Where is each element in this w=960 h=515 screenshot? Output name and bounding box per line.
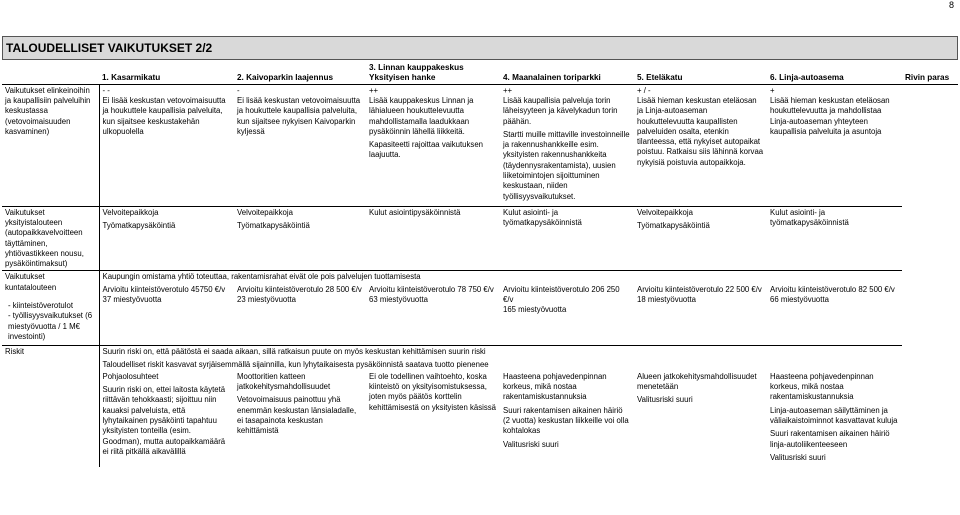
cell-paragraph: Suurin riski on, ettei laitosta käytetä riittävän tehokkaasti; sijoittuu niin kauaksi palveluista, että lyhytaikainen pysäköinti tapahtuu yksityisten tonteilla (esim. Goodman), mutta autopaikkamäärä ei riitä pitkällä aikavälillä (102, 385, 226, 456)
cell-text (503, 96, 631, 202)
table-cell (634, 84, 767, 206)
rating: - - (102, 85, 110, 95)
table-cell (99, 84, 234, 206)
header-row (2, 62, 958, 84)
tax-value: Arvioitu kiinteistöverotulo 22 500 €/v (637, 284, 762, 294)
header-cell: 1. Kasarmikatu (99, 62, 234, 84)
table-cell (99, 371, 234, 467)
table-cell (902, 359, 958, 371)
cell-paragraph: Linja-autoaseman säilyttäminen ja väliaikaistoiminnot kasvattavat kuluja (770, 405, 898, 425)
tax-value: Arvioitu kiinteistöverotulo 82 500 €/v (770, 284, 895, 294)
table-cell (366, 206, 500, 271)
table-cell (234, 371, 366, 467)
cell-text (369, 96, 497, 161)
cell-paragraph: Kulut asiointi- ja työmatkapysäköinnistä (770, 207, 849, 228)
table-cell (366, 371, 500, 467)
table-cell (767, 206, 902, 271)
cell-paragraph: Ei lisää keskustan vetovoimaisuutta ja houkuttele kaupallisia palveluita, kun sijaitsee nykyisen Kaivoparkin kyljessä (237, 95, 361, 136)
table-cell (500, 84, 634, 206)
impact-table (2, 62, 958, 467)
table-cell (366, 284, 500, 346)
tax-value: Arvioitu kiinteistöverotulo 206 250 €/v (503, 284, 620, 305)
cell-text (237, 96, 363, 137)
cell-paragraph: Ei ole todellinen vaihtoehto, koska kiinteistö on yksityisomistuksessa, joten myös päätös korttelin kehittämisestä on yksityisten käsissä (369, 371, 496, 412)
cell-paragraph: Pohjaolosuhteet (102, 371, 159, 381)
table-cell (767, 84, 902, 206)
jobs-value: 23 miestyövuotta (237, 295, 296, 305)
cell-paragraph: Velvoitepaikkoja (102, 207, 159, 217)
cell-paragraph: Valitusriski suuri (503, 439, 559, 449)
jobs-value: 18 miestyövuotta (637, 295, 696, 305)
cell-text (103, 96, 232, 137)
tax-value: Arvioitu kiinteistöverotulo 45750 €/v (102, 284, 226, 294)
cell-paragraph: Moottoritien katteen jatkokehitysmahdollisuudet (237, 371, 331, 392)
table-row (2, 359, 958, 371)
rating: + / - (637, 85, 651, 95)
table-cell (500, 371, 634, 467)
table-row (2, 284, 958, 346)
table-row (2, 271, 958, 284)
cell-paragraph: Lisää hieman keskustan eteläosan houkuttelevuutta ja mahdollistaa Linja-autoaseman yhteyteen kaupallisia palveluita ja asuntoja (770, 95, 890, 136)
jobs-value: 37 miestyövuotta (102, 295, 162, 305)
header-cell: 2. Kaivoparkin laajennus (234, 62, 366, 84)
cell-paragraph: Lisää kaupallisia palveluja torin läheisyyteen ja kävelykadun torin päähän. (503, 95, 618, 126)
header-cell: 3. Linnan kauppakeskus Yksityisen hanke (366, 62, 500, 84)
row-label: Vaikutukset elinkeinoihin ja kaupallisiin palveluihin keskustassa (vetovoimaisuuden kasvaminen) (2, 84, 99, 206)
table-cell (99, 284, 234, 346)
table-cell (902, 371, 958, 467)
rating: + (770, 85, 775, 95)
common-cell: Suurin riski on, että päätöstä ei saada aikaan, sillä ratkaisun puute on myös keskustan kehittämisen suurin riski (99, 346, 902, 359)
row-label-bullet: - kiinteistöverotulot (8, 301, 74, 311)
table-cell (902, 346, 958, 359)
page-title: TALOUDELLISET VAIKUTUKSET 2/2 (2, 36, 958, 60)
header-cell: Rivin paras (902, 62, 958, 84)
table-cell (500, 206, 634, 271)
table-cell (902, 271, 958, 284)
row-label: Riskit (2, 346, 99, 467)
table-row (2, 371, 958, 467)
table-cell (902, 206, 958, 271)
cell-paragraph: Kulut asiointi- ja työmatkapysäköinnistä (503, 207, 582, 228)
cell-paragraph: Valitusriski suuri (770, 452, 826, 462)
table-cell (234, 206, 366, 271)
table-cell (634, 206, 767, 271)
cell-paragraph: Suuri rakentamisen aikainen häiriö linja-autoliikenteeseen (770, 429, 890, 449)
table-row (2, 206, 958, 271)
row-label: Vaikutukset yksityistalouteen (autopaikkavelvoitteen täyttäminen, yhtiövastikkeen nousu, pysäköintimaksut) (2, 206, 99, 271)
table-cell (366, 84, 500, 206)
cell-paragraph: Vetovoimaisuus painottuu yhä enemmän keskustan länsialadalle, ei tasapainota keskustan kehittämistä (237, 395, 357, 436)
cell-text (637, 96, 764, 168)
table-cell (902, 284, 958, 346)
cell-paragraph: Suuri rakentamisen aikainen häiriö (2 vuotta) keskustan liikkeille voi olla kohtalokas (503, 405, 629, 436)
row-label-bullet: - työllisyysvaikutukset (6 miestyövuotta / 1 M€ investointi) (8, 311, 93, 341)
cell-paragraph: Alueen jatkokehitysmahdollisuudet menetetään (637, 371, 757, 392)
table-cell (234, 84, 366, 206)
header-cell: 6. Linja-autoasema (767, 62, 902, 84)
cell-paragraph: Lisää kauppakeskus Linnan ja lähialueen houkuttelevuutta mahdollistamalla laadukkaan pysäköinnin lähellä liikkeitä. (369, 95, 474, 136)
page-number: 8 (948, 0, 954, 10)
header-cell: 4. Maanalainen toriparkki (500, 62, 634, 84)
cell-paragraph: Startti muille mittaville investoinneille ja rakennushankkeille esim. yksityisten rakennushankkeita (täydennysrakentamista), uusien liiketoimintojen sijoittuminen keskustaan, niiden työllisyysvaikutukset. (503, 129, 630, 201)
row-label-title: Vaikutukset kuntatalouteen (5, 272, 57, 292)
tax-value: Arvioitu kiinteistöverotulo 28 500 €/v (237, 284, 362, 294)
row-label (2, 271, 99, 346)
table-cell (767, 284, 902, 346)
table-row (2, 346, 958, 359)
rating: - (237, 85, 240, 95)
cell-paragraph: Kulut asiointipysäköinnistä (369, 207, 461, 217)
cell-paragraph: Ei lisää keskustan vetovoimaisuutta ja houkuttele kaupallisia palveluita, kun sijaitsee keskustakehän ulkopuolella (102, 95, 226, 136)
corner-cell (2, 62, 99, 84)
jobs-value: 63 miestyövuotta (369, 295, 428, 305)
cell-paragraph: Velvoitepaikkoja (237, 207, 293, 217)
table-row (2, 84, 958, 206)
rating: ++ (369, 85, 379, 95)
cell-paragraph: Valitusriski suuri (637, 395, 693, 405)
table-cell (902, 84, 958, 206)
table-cell (500, 284, 634, 346)
common-cell: Taloudelliset riskit kasvavat syrjäisemmällä sijainnilla, kun lyhytaikaisesta pysäköinnistä saatava tuotto pienenee (102, 359, 489, 369)
table-cell (99, 206, 234, 271)
table-cell (634, 284, 767, 346)
table-cell (234, 284, 366, 346)
common-cell: Kaupungin omistama yhtiö toteuttaa, rakentamisrahat eivät ole pois palvelujen tuottamisesta (99, 271, 902, 284)
table-cell (767, 371, 902, 467)
header-cell: 5. Eteläkatu (634, 62, 767, 84)
cell-paragraph: Työmatkapysäköintiä (637, 221, 710, 231)
cell-paragraph: Lisää hieman keskustan eteläosan ja Linja-autoaseman houkuttelevuutta kaupallisten palveluiden osalta, etenkin tilanteessa, että nykyiset autopaikat poistuu. Ratkaisu siis lähinnä korvaa nykyisiä poistuvia autopaikkoja. (637, 95, 764, 167)
cell-paragraph: Työmatkapysäköintiä (102, 221, 176, 231)
cell-paragraph: Kapasiteetti rajoittaa vaikutuksen laajuutta. (369, 140, 483, 160)
cell-paragraph: Haasteena pohjavedenpinnan korkeus, mikä nostaa rakentamiskustannuksia (503, 371, 607, 402)
cell-text (770, 96, 899, 137)
cell-paragraph: Velvoitepaikkoja (637, 207, 693, 217)
jobs-value: 165 miestyövuotta (503, 305, 567, 315)
cell-paragraph: Haasteena pohjavedenpinnan korkeus, mikä nostaa rakentamiskustannuksia (770, 371, 874, 402)
cell-paragraph: Työmatkapysäköintiä (237, 221, 310, 231)
jobs-value: 66 miestyövuotta (770, 295, 829, 305)
rating: ++ (503, 85, 513, 95)
tax-value: Arvioitu kiinteistöverotulo 78 750 €/v (369, 284, 494, 294)
table-cell (634, 371, 767, 467)
